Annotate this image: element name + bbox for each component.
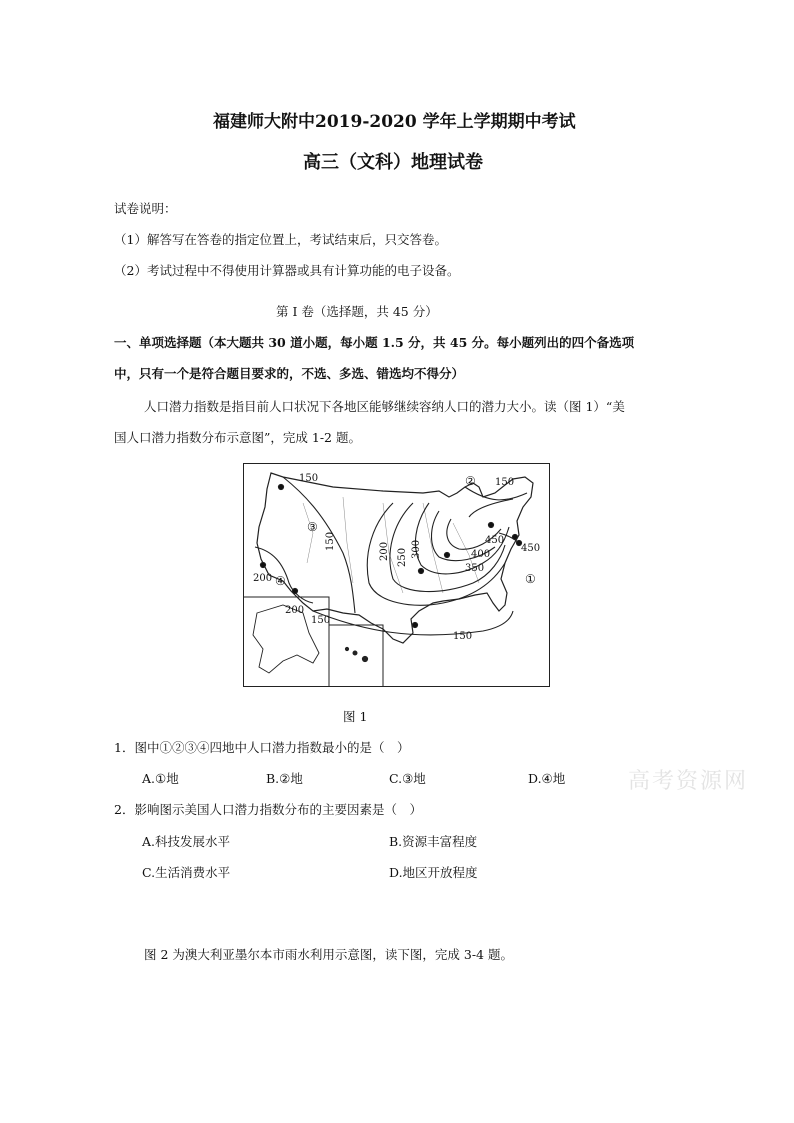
label-200-sw: 200 <box>285 605 305 616</box>
instructions-heading: 试卷说明： <box>114 201 177 216</box>
section-title: 第 Ⅰ 卷（选择题，共 45 分） <box>276 304 438 319</box>
label-250: 250 <box>397 547 408 567</box>
label-200-w: 200 <box>253 573 273 584</box>
passage2-line1: 图 2 为澳大利亚墨尔本市雨水利用示意图，读下图，完成 3-4 题。 <box>144 947 513 962</box>
passage1-line1: 人口潜力指数是指目前人口状况下各地区能够继续容纳人口的潜力大小。读（图 1）“美 <box>144 399 625 414</box>
section-intro-line1: 一、单项选择题（本大题共 30 道小题，每小题 1.5 分，共 45 分。每小题列出的四个备选项 <box>114 335 635 350</box>
figure1-map <box>243 463 550 687</box>
marker-3: ③ <box>307 520 318 534</box>
label-150-se: 150 <box>453 631 473 642</box>
question1-option-d[interactable]: D.④地 <box>528 771 566 786</box>
label-150-v: 150 <box>325 531 336 551</box>
question1-option-a[interactable]: A.①地 <box>142 771 179 786</box>
figure1-caption: 图 1 <box>343 709 368 724</box>
passage1-line2: 国人口潜力指数分布示意图”，完成 1-2 题。 <box>114 430 361 445</box>
question2-option-b[interactable]: B.资源丰富程度 <box>389 834 478 849</box>
question2-stem: 2．影响图示美国人口潜力指数分布的主要因素是（ ） <box>114 802 422 817</box>
instruction-item-2: （2）考试过程中不得使用计算器或具有计算功能的电子设备。 <box>114 263 460 278</box>
label-450-b: 450 <box>521 543 541 554</box>
isoline-250 <box>390 503 505 592</box>
label-150-ne: 150 <box>495 477 515 488</box>
inset-hawaii <box>329 625 383 687</box>
label-150-s: 150 <box>311 615 331 626</box>
watermark: 高考资源网 <box>628 769 749 794</box>
section-intro-line2: 中，只有一个是符合题目要求的，不选、多选、错选均不得分） <box>114 366 465 381</box>
question2-option-a[interactable]: A.科技发展水平 <box>142 834 231 849</box>
marker-1: ① <box>525 572 536 586</box>
isoline-150-ne <box>465 487 527 500</box>
question1-option-c[interactable]: C.③地 <box>389 771 426 786</box>
question2-option-c[interactable]: C.生活消费水平 <box>142 865 231 880</box>
label-400: 400 <box>471 549 491 560</box>
question1-stem: 1．图中①②③④四地中人口潜力指数最小的是（ ） <box>114 740 410 755</box>
label-350: 350 <box>465 563 485 574</box>
label-200-v: 200 <box>379 541 390 561</box>
label-450-a: 450 <box>485 535 505 546</box>
question1-option-b[interactable]: B.②地 <box>266 771 303 786</box>
instruction-item-1: （1）解答写在答卷的指定位置上，考试结束后，只交答卷。 <box>114 232 447 247</box>
label-150-nw: 150 <box>299 473 319 484</box>
marker-2: ② <box>465 474 476 488</box>
school-title: 福建师大附中2019-2020 学年上学期期中考试 <box>213 112 576 132</box>
marker-4: ④ <box>275 574 286 588</box>
label-300: 300 <box>411 539 422 559</box>
question2-option-d[interactable]: D.地区开放程度 <box>389 865 478 880</box>
exam-title: 高三（文科）地理试卷 <box>303 152 483 173</box>
